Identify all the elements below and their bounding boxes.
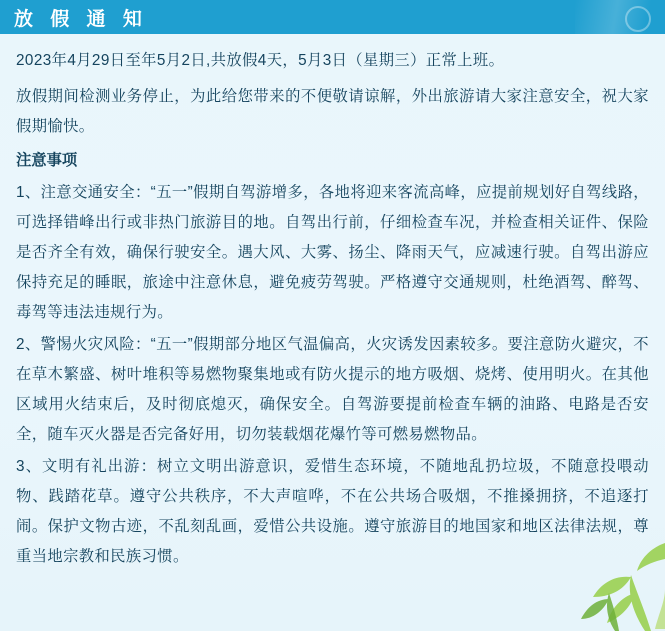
page-title: 放 假 通 知 bbox=[14, 8, 148, 30]
notice-header bbox=[0, 0, 665, 34]
paragraph-dates: 2023年4月29日至年5月2日,共放假4天，5月3日（星期三）正常上班。 bbox=[16, 52, 505, 69]
paragraph-item-3: 3、文明有礼出游：树立文明出游意识，爱惜生态环境，不随地乱扔垃圾，不随意投喂动物、践踏花草。遵守公共秩序，不大声喧哗，不在公共场合吸烟，不推搡拥挤，不追逐打闹。保护文物古迹，不乱刻乱画，爱惜公共设施。遵守旅游目的地国家和地区法律法规，尊重当地宗教和民族习惯。 bbox=[16, 458, 649, 565]
paragraph-item-2: 2、警惕火灾风险：“五一”假期部分地区气温偏高，火灾诱发因素较多。要注意防火避灾，不在草木繁盛、树叶堆积等易燃物聚集地或有防火提示的地方吸烟、烧烤、使用明火。在其他区域用火结束后，及时彻底熄灭，确保安全。自驾游要提前检查车辆的油路、电路是否安全，随车灭火器是否完备好用，切勿装载烟花爆竹等可燃易燃物品。 bbox=[16, 336, 649, 443]
paragraph-item-1: 1、注意交通安全：“五一”假期自驾游增多，各地将迎来客流高峰，应提前规划好自驾线路，可选择错峰出行或非热门旅游目的地。自驾出行前，仔细检查车况，并检查相关证件、保险是否齐全有效，确保行驶安全。遇大风、大雾、扬尘、降雨天气，应减速行驶。自驾出游应保持充足的睡眠，旅途中注意休息，避免疲劳驾驶。严格遵守交通规则，杜绝酒驾、醉驾、毒驾等违法违规行为。 bbox=[16, 184, 649, 321]
paragraph-notice-body: 放假期间检测业务停止，为此给您带来的不便敬请谅解，外出旅游请大家注意安全，祝大家假期愉快。 bbox=[16, 88, 649, 135]
header-decoration bbox=[575, 0, 665, 34]
notice-content bbox=[0, 34, 665, 572]
section-title-precautions: 注意事项 bbox=[16, 152, 78, 169]
